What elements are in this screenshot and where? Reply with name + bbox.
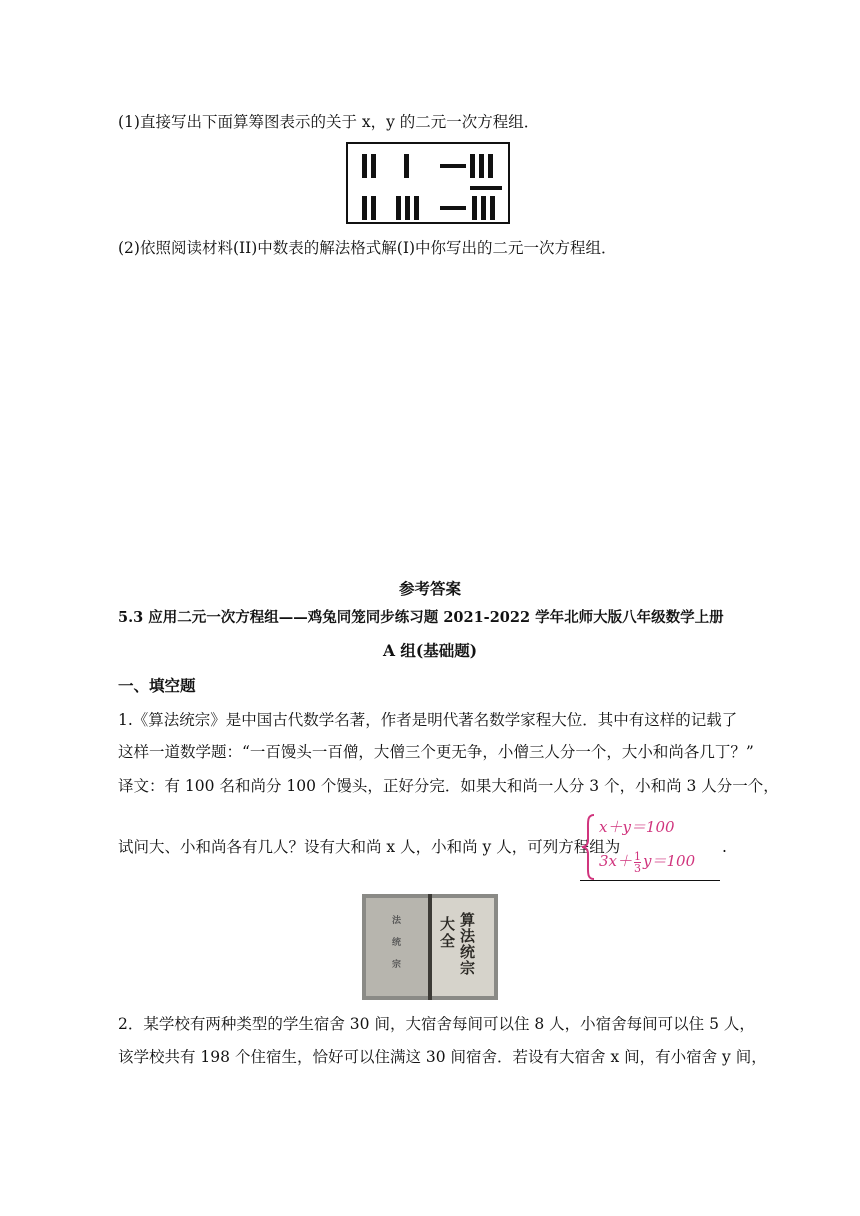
book-cover-image <box>362 894 498 1000</box>
rod <box>362 196 367 220</box>
rod <box>371 154 376 178</box>
rod <box>479 154 484 178</box>
rod <box>488 154 493 178</box>
rod <box>490 196 495 220</box>
rod <box>371 196 376 220</box>
section-heading: 一、填空题 <box>118 676 196 695</box>
equation-system-answer <box>581 812 721 884</box>
brace-icon <box>581 814 597 880</box>
rod <box>470 186 502 190</box>
book-left-cover-title: 法 统 宗 <box>392 916 402 970</box>
rod <box>440 206 466 210</box>
answers-heading: 参考答案 <box>398 579 461 598</box>
rod <box>472 196 477 220</box>
problem-2-line-2: 该学校共有 198 个住宿生，恰好可以住满这 30 间宿舍．若设有大宿舍 x 间，有小宿舍 y 间， <box>118 1048 767 1066</box>
rod <box>404 154 409 178</box>
fraction-numerator: 1 <box>634 849 642 863</box>
problem-1-line-2: 这样一道数学题：“一百馒头一百僧，大僧三个更无争，小僧三人分一个，大小和尚各几丁？” <box>118 743 754 761</box>
problem-2-line-1: 2．某学校有两种类型的学生宿舍 30 间，大宿舍每间可以住 8 人，小宿舍每间可以住 5 人， <box>118 1015 755 1033</box>
fraction-denominator: 3 <box>634 861 642 875</box>
rod <box>470 154 475 178</box>
problem-1-end-period: . <box>722 838 727 856</box>
problem-1-line-4: 试问大、小和尚各有几人？设有大和尚 x 人，小和尚 y 人，可列方程组为 <box>118 838 621 856</box>
equation-2 <box>599 850 695 874</box>
rod <box>481 196 486 220</box>
problem-1-line-3: 译文：有 100 名和尚分 100 个馒头，正好分完．如果大和尚一人分 3 个，小和尚 3 人分一个， <box>118 777 779 795</box>
rod <box>396 196 401 220</box>
book-spine <box>428 894 432 1000</box>
answers-title: 5.3 应用二元一次方程组——鸡兔同笼同步练习题 2021-2022 学年北师大版八年级数学上册 <box>118 609 724 626</box>
answer-underline <box>580 880 720 881</box>
rod <box>405 196 410 220</box>
equation-2-left: 3x＋ <box>599 852 633 870</box>
group-heading: A 组(基础题) <box>382 641 478 660</box>
book-title-left: 大 全 <box>440 915 456 950</box>
equation-2-right: y＝100 <box>643 852 696 870</box>
equation-1: x＋y＝100 <box>599 818 675 836</box>
rod <box>440 164 466 168</box>
problem-1-line-1: 1.《算法统宗》是中国古代数学名著，作者是明代著名数学家程大位．其中有这样的记载了 <box>118 711 738 729</box>
book-title-right: 算 法 统 宗 <box>460 911 476 977</box>
rod <box>362 154 367 178</box>
question-1: (1)直接写出下面算筹图表示的关于 x，y 的二元一次方程组． <box>118 113 540 131</box>
counting-rods-figure <box>346 142 510 224</box>
rod <box>414 196 419 220</box>
question-2: (2)依照阅读材料(II)中数表的解法格式解(I)中你写出的二元一次方程组． <box>118 239 617 257</box>
fraction <box>634 851 641 874</box>
